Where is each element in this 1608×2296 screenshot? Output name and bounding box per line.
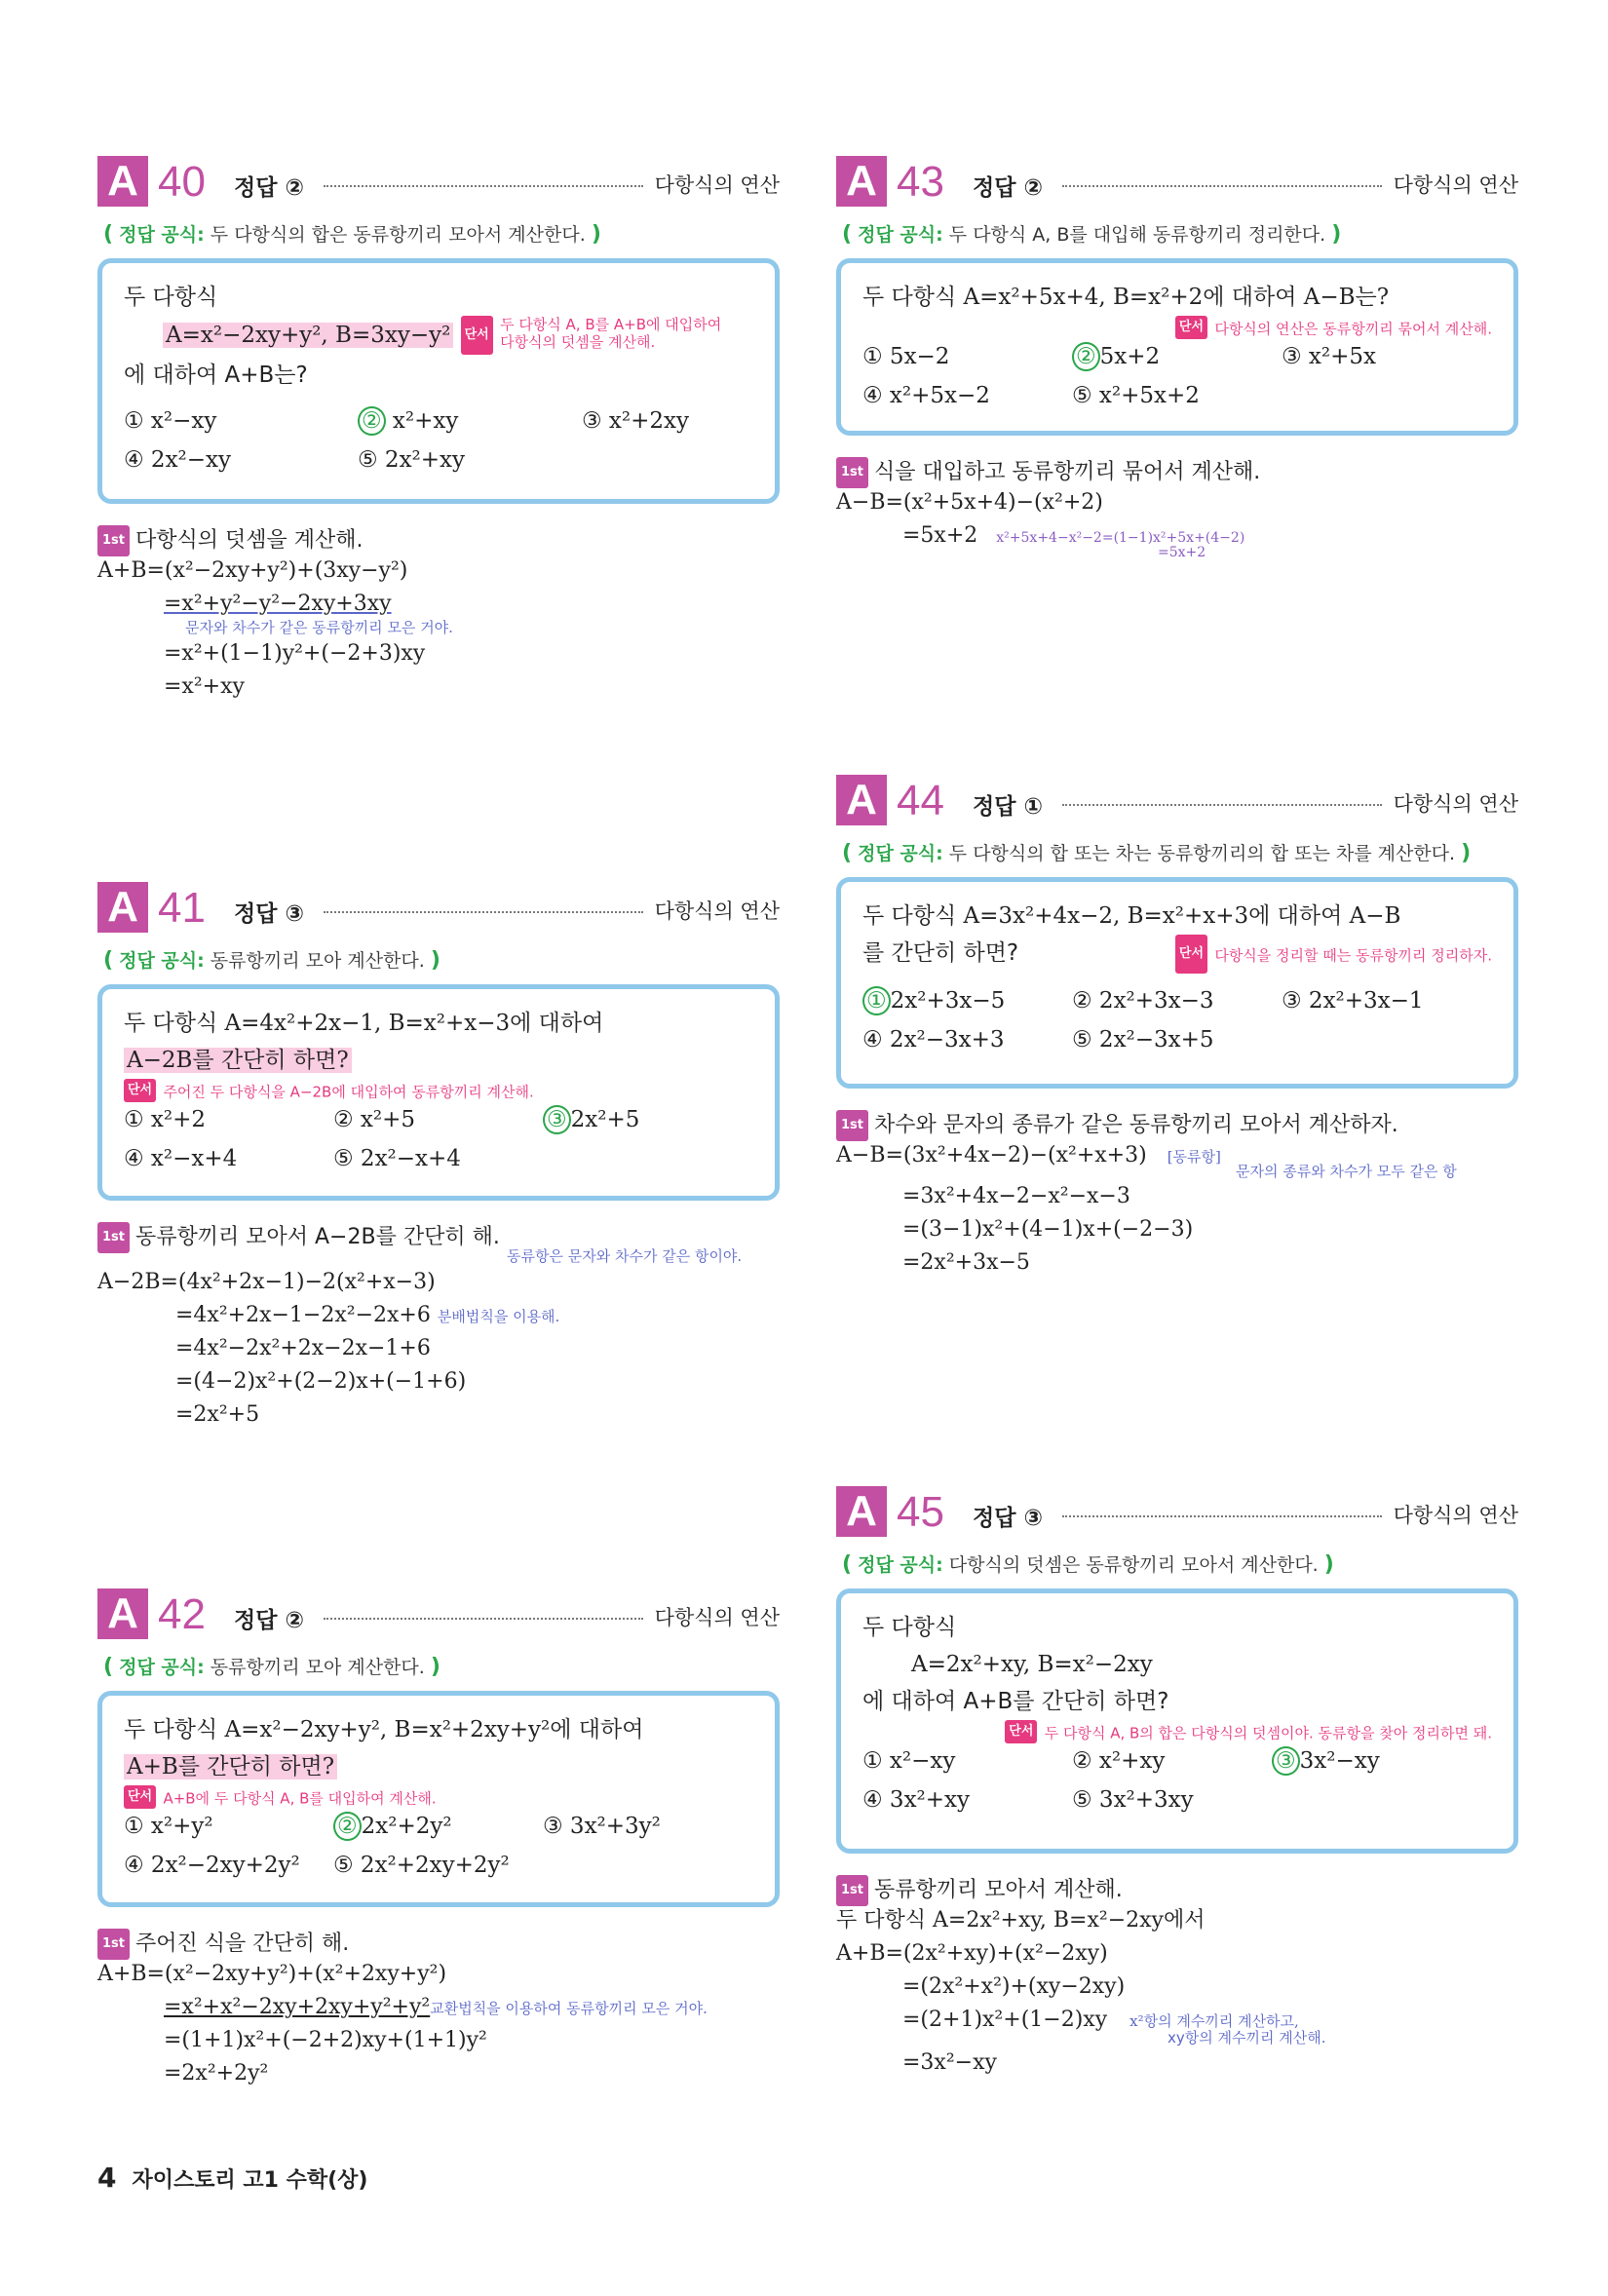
step-text: 다항식의 덧셈을 계산해. <box>135 528 364 553</box>
problem-number: 44 <box>897 777 944 824</box>
solution <box>836 1110 1518 1280</box>
question-expression: A=2x²+xy, B=x²−2xy <box>911 1652 1153 1677</box>
problem-44 <box>836 775 1518 1280</box>
option-4[interactable]: ④ 3x²+xy <box>862 1787 970 1813</box>
solution-note: x²+5x+4−x²−2=(1−1)x²+5x+(4−2) <box>996 530 1245 546</box>
question-line: 에 대하여 A+B를 간단히 하면? <box>862 1689 1169 1714</box>
solution <box>836 1875 1518 2080</box>
formula-text: 두 다항식 A, B를 대입해 동류항끼리 정리한다. <box>948 224 1326 246</box>
hint-text: A+B에 두 다항식 A, B를 대입하여 계산해. <box>163 1789 437 1808</box>
option-2[interactable]: ② x²+5 <box>333 1107 416 1132</box>
page-number: 4 <box>97 2162 117 2194</box>
formula-label: 정답 공식: <box>119 950 205 972</box>
answer-formula: ( 정답 공식: 두 다항식의 합은 동류항끼리 모아서 계산한다. ) <box>103 222 601 247</box>
formula-text: 두 다항식의 합은 동류항끼리 모아서 계산한다. <box>210 224 586 246</box>
question-line <box>124 1748 753 1785</box>
option-3[interactable]: ③ 2x²+5 <box>543 1100 639 1139</box>
equation-line: =(2x²+x²)+(xy−2xy) <box>902 1974 1126 1999</box>
options-row <box>862 1780 1492 1819</box>
option-3[interactable]: ③ x²+2xy <box>582 408 689 434</box>
equation-line: =x²+y²−y²−2xy+3xy <box>164 592 392 616</box>
step-note: 동류항은 문자와 차수가 같은 항이야. <box>507 1247 743 1265</box>
problem-number: 40 <box>158 158 206 206</box>
answer-label: 정답 ② <box>234 175 304 201</box>
equation-text: A−B=(3x²+4x−2)−(x²+x+3) <box>836 1143 1147 1167</box>
formula-label: 정답 공식: <box>858 1554 943 1576</box>
equation-text: =x²+x²−2xy+2xy+y²+y² <box>164 1995 431 2019</box>
question-expression: A+B를 간단히 하면? <box>124 1754 337 1779</box>
options-row <box>862 1020 1492 1059</box>
option-4[interactable]: ④ x²−x+4 <box>124 1146 238 1171</box>
dotted-leader <box>1062 804 1382 806</box>
question-box <box>836 1588 1518 1854</box>
hint-tag: 단서 <box>1005 1720 1037 1743</box>
equation-line: =3x²+4x−2−x²−x−3 <box>902 1184 1130 1208</box>
solution-note: 교환법칙을 이용하여 동류항끼리 모은 거야. <box>430 2000 708 2017</box>
step-tag: 1st <box>836 1875 868 1906</box>
step-tag: 1st <box>836 1110 868 1141</box>
topic-label: 다항식의 연산 <box>1393 1504 1518 1527</box>
solution-note: =5x+2 <box>1158 545 1206 560</box>
hint-line <box>124 1079 753 1100</box>
equation-text: =5x+2 <box>902 523 978 548</box>
page-footer <box>97 2162 368 2194</box>
option-5[interactable]: ⑤ 3x²+3xy <box>1072 1787 1194 1813</box>
option-1[interactable]: ① 5x−2 <box>862 344 950 369</box>
solution-note: xy항의 계수끼리 계산해. <box>1168 2029 1326 2047</box>
option-2[interactable]: ② 2x²+2y² <box>333 1807 452 1846</box>
question-line: 두 다항식 A=3x²+4x−2, B=x²+x+3에 대하여 A−B <box>862 903 1401 929</box>
option-3[interactable]: ③ 3x²+3y² <box>543 1814 661 1839</box>
answer-formula: ( 정답 공식: 두 다항식 A, B를 대입해 동류항끼리 정리한다. ) <box>842 222 1342 247</box>
topic-label: 다항식의 연산 <box>654 899 780 923</box>
solution <box>97 1929 780 2090</box>
answer-label: 정답 ② <box>234 1608 304 1633</box>
option-2[interactable]: ② x²+xy <box>358 402 458 440</box>
question-line <box>862 935 1492 972</box>
question-text: 를 간단히 하면? <box>862 940 1019 966</box>
question-box <box>836 877 1518 1089</box>
options-row <box>124 1846 753 1885</box>
hint-line <box>124 1785 753 1807</box>
question-box <box>97 258 780 504</box>
options-row <box>124 402 753 440</box>
option-1[interactable]: ① x²−xy <box>862 1748 956 1774</box>
equation-line: =3x²−xy <box>902 2050 997 2075</box>
equation-line: =(1+1)x²+(−2+2)xy+(1+1)y² <box>164 2028 487 2052</box>
topic-label: 다항식의 연산 <box>1393 792 1518 816</box>
answer-label: 정답 ③ <box>234 901 304 927</box>
answer-formula: ( 정답 공식: 다항식의 덧셈은 동류항끼리 모아서 계산한다. ) <box>842 1552 1334 1577</box>
question-expression: A−2B를 간단히 하면? <box>124 1048 352 1073</box>
step-text: 차수와 문자의 종류가 같은 동류항끼리 모아서 계산하자. <box>874 1113 1398 1137</box>
option-2[interactable]: ② 2x²+3x−3 <box>1072 988 1214 1014</box>
option-1[interactable]: ① x²−xy <box>124 408 217 434</box>
topic-label: 다항식의 연산 <box>654 1606 780 1629</box>
option-1[interactable]: ① x²+2 <box>124 1107 207 1132</box>
formula-text: 다항식의 덧셈은 동류항끼리 모아서 계산한다. <box>948 1554 1319 1576</box>
option-4[interactable]: ④ 2x²−2xy+2y² <box>124 1853 300 1878</box>
problem-header <box>97 156 780 212</box>
problem-number: 41 <box>158 884 206 932</box>
solution-note: 분배법칙을 이용해. <box>437 1308 560 1325</box>
question-box <box>97 1691 780 1907</box>
hint-text: 두 다항식 A, B를 A+B에 대입하여 다항식의 덧셈을 계산해. <box>500 316 722 351</box>
option-5[interactable]: ⑤ 2x²−3x+5 <box>1072 1027 1214 1052</box>
answer-formula: ( 정답 공식: 동류항끼리 모아 계산한다. ) <box>103 948 440 973</box>
question-line <box>124 1042 753 1079</box>
equation-text: =(2+1)x²+(1−2)xy <box>902 2008 1108 2032</box>
options-row <box>124 1807 753 1846</box>
problem-badge: A <box>97 156 148 207</box>
problem-header <box>97 1588 780 1645</box>
formula-label: 정답 공식: <box>119 224 205 246</box>
equation-line: =2x²+5 <box>175 1402 260 1427</box>
dotted-leader <box>324 1618 643 1620</box>
hint-tag: 단서 <box>124 1079 156 1102</box>
problem-number: 42 <box>158 1590 206 1638</box>
question-line <box>124 316 753 353</box>
solution-step <box>97 1929 780 1958</box>
step-tag: 1st <box>836 457 868 488</box>
problem-45 <box>836 1486 1518 2080</box>
option-1[interactable]: ① x²+y² <box>124 1814 213 1839</box>
dotted-leader <box>324 185 643 187</box>
step-text: 동류항끼리 모아서 계산해. <box>874 1878 1123 1902</box>
hint-line <box>862 1720 1492 1741</box>
dotted-leader <box>324 911 643 913</box>
formula-text: 두 다항식의 합 또는 차는 동류항끼리의 합 또는 차를 계산한다. <box>948 843 1456 864</box>
question-expression: A=x²−2xy+y², B=3xy−y² <box>163 323 453 348</box>
hint-tag: 단서 <box>1175 935 1207 974</box>
solution-step <box>836 457 1518 486</box>
solution <box>97 525 780 704</box>
step-tag: 1st <box>97 1929 130 1960</box>
question-line: 두 다항식 <box>124 285 218 310</box>
equation-line: =x²+(1−1)y²+(−2+3)xy <box>164 641 426 666</box>
answer-label: 정답 ① <box>973 794 1043 820</box>
question-line: 두 다항식 <box>862 1615 957 1640</box>
formula-label: 정답 공식: <box>858 843 943 864</box>
question-box <box>836 258 1518 436</box>
option-1[interactable]: ① 2x²+3x−5 <box>862 981 1005 1020</box>
equation-line: =2x²+2y² <box>164 2061 269 2086</box>
solution-note: [동류항] <box>1167 1148 1221 1166</box>
problem-badge: A <box>836 775 887 825</box>
answer-label: 정답 ③ <box>973 1506 1043 1531</box>
topic-label: 다항식의 연산 <box>654 173 780 197</box>
equation-line: =(3−1)x²+(4−1)x+(−2−3) <box>902 1217 1194 1242</box>
problem-header <box>836 1486 1518 1543</box>
answer-label: 정답 ② <box>973 175 1043 201</box>
options-row <box>862 1741 1492 1780</box>
answer-formula: ( 정답 공식: 동류항끼리 모아 계산한다. ) <box>103 1655 440 1679</box>
hint-text: 두 다항식 A, B의 합은 다항식의 덧셈이야. 동류항을 찾아 정리하면 돼. <box>1044 1724 1492 1742</box>
equation-line: 두 다항식 A=2x²+xy, B=x²−2xy에서 <box>836 1908 1206 1932</box>
equation-line: A+B=(x²−2xy+y²)+(x²+2xy+y²) <box>97 1962 447 1986</box>
hint-text: 다항식을 정리할 때는 동류항끼리 정리하자. <box>1214 946 1492 965</box>
options-row <box>124 1139 753 1178</box>
step-tag: 1st <box>97 525 130 556</box>
answer-formula: ( 정답 공식: 두 다항식의 합 또는 차는 동류항끼리의 합 또는 차를 계산한다. ) <box>842 841 1472 865</box>
solution-note: x²항의 계수끼리 계산하고, <box>1129 2012 1299 2030</box>
option-4[interactable]: ④ 2x²−xy <box>124 447 231 473</box>
topic-label: 다항식의 연산 <box>1393 173 1518 197</box>
question-line: 두 다항식 A=x²−2xy+y², B=x²+2xy+y²에 대하여 <box>124 1717 644 1742</box>
solution-note: 문자와 차수가 같은 동류항끼리 모은 거야. <box>185 619 453 636</box>
hint-line <box>862 316 1492 337</box>
option-5[interactable]: ⑤ 2x²+2xy+2y² <box>333 1853 510 1878</box>
equation-line: A−B=(x²+5x+4)−(x²+2) <box>836 490 1103 515</box>
problem-badge: A <box>836 1486 887 1537</box>
step-text: 동류항끼리 모아서 A−2B를 간단히 해. <box>135 1225 500 1249</box>
hint-text: 주어진 두 다항식을 A−2B에 대입하여 동류항끼리 계산해. <box>163 1083 534 1101</box>
problem-badge: A <box>97 1588 148 1639</box>
problem-41 <box>97 882 780 1432</box>
solution-step <box>836 1875 1518 1904</box>
question-line: 두 다항식 A=x²+5x+4, B=x²+2에 대하여 A−B는? <box>862 285 1390 310</box>
hint-text: 다항식의 연산은 동류항끼리 묶어서 계산해. <box>1214 320 1492 338</box>
hint-tag: 단서 <box>124 1785 156 1809</box>
equation-line: =(4−2)x²+(2−2)x+(−1+6) <box>175 1369 467 1394</box>
equation-line: =4x²−2x²+2x−2x−1+6 <box>175 1336 431 1360</box>
step-text: 주어진 식을 간단히 해. <box>135 1932 350 1956</box>
equation-line <box>97 1299 780 1332</box>
option-4[interactable]: ④ 2x²−3x+3 <box>862 1027 1005 1052</box>
option-5[interactable]: ⑤ x²+5x+2 <box>1072 383 1200 408</box>
problem-42 <box>97 1588 780 2090</box>
solution <box>836 457 1518 560</box>
options-row <box>124 440 753 479</box>
options-row <box>862 337 1492 376</box>
equation-line: =2x²+3x−5 <box>902 1250 1030 1275</box>
equation-line: A+B=(2x²+xy)+(x²−2xy) <box>836 1941 1108 1966</box>
solution-step <box>836 1110 1518 1139</box>
book-title: 자이스토리 고1 수학(상) <box>132 2168 368 2193</box>
solution-note: 문자의 종류와 차수가 모두 같은 항 <box>1236 1163 1457 1180</box>
problem-number: 43 <box>897 158 944 206</box>
question-box <box>97 984 780 1201</box>
options-row <box>862 981 1492 1020</box>
formula-text: 동류항끼리 모아 계산한다. <box>210 1657 425 1678</box>
option-4[interactable]: ④ x²+5x−2 <box>862 383 990 408</box>
option-3[interactable]: ③ 2x²+3x−1 <box>1282 988 1424 1014</box>
dotted-leader <box>1062 185 1382 187</box>
equation-text: =4x²+2x−1−2x²−2x+6 <box>175 1303 431 1327</box>
option-3[interactable]: ③ x²+5x <box>1282 344 1376 369</box>
hint-tag: 단서 <box>1175 316 1207 339</box>
problem-header <box>97 882 780 938</box>
option-3[interactable]: ③ 3x²−xy <box>1272 1741 1380 1780</box>
solution <box>97 1222 780 1432</box>
problem-header <box>836 775 1518 831</box>
option-5[interactable]: ⑤ 2x²−x+4 <box>333 1146 461 1171</box>
problem-43 <box>836 156 1518 560</box>
option-2[interactable]: ② x²+xy <box>1072 1748 1166 1774</box>
dotted-leader <box>1062 1515 1382 1517</box>
option-2[interactable]: ② 5x+2 <box>1072 337 1160 376</box>
equation-line: =x²+xy <box>164 674 245 699</box>
step-text: 식을 대입하고 동류항끼리 묶어서 계산해. <box>874 460 1261 484</box>
equation-line: A+B=(x²−2xy+y²)+(3xy−y²) <box>97 558 408 583</box>
problem-40 <box>97 156 780 704</box>
option-5[interactable]: ⑤ 2x²+xy <box>358 447 465 473</box>
formula-label: 정답 공식: <box>858 224 943 246</box>
solution-step <box>97 525 780 555</box>
options-row <box>862 376 1492 415</box>
step-tag: 1st <box>97 1222 130 1253</box>
equation-line: A−2B=(4x²+2x−1)−2(x²+x−3) <box>97 1270 436 1294</box>
problem-badge: A <box>836 156 887 207</box>
formula-text: 동류항끼리 모아 계산한다. <box>210 950 425 972</box>
problem-badge: A <box>97 882 148 933</box>
question-line: 에 대하여 A+B는? <box>124 363 308 388</box>
options-row <box>124 1100 753 1139</box>
question-line: 두 다항식 A=4x²+2x−1, B=x²+x−3에 대하여 <box>124 1011 604 1036</box>
equation-line <box>97 1991 780 2024</box>
problem-number: 45 <box>897 1488 944 1536</box>
formula-label: 정답 공식: <box>119 1657 205 1678</box>
problem-header <box>836 156 1518 212</box>
hint-tag: 단서 <box>461 316 493 355</box>
